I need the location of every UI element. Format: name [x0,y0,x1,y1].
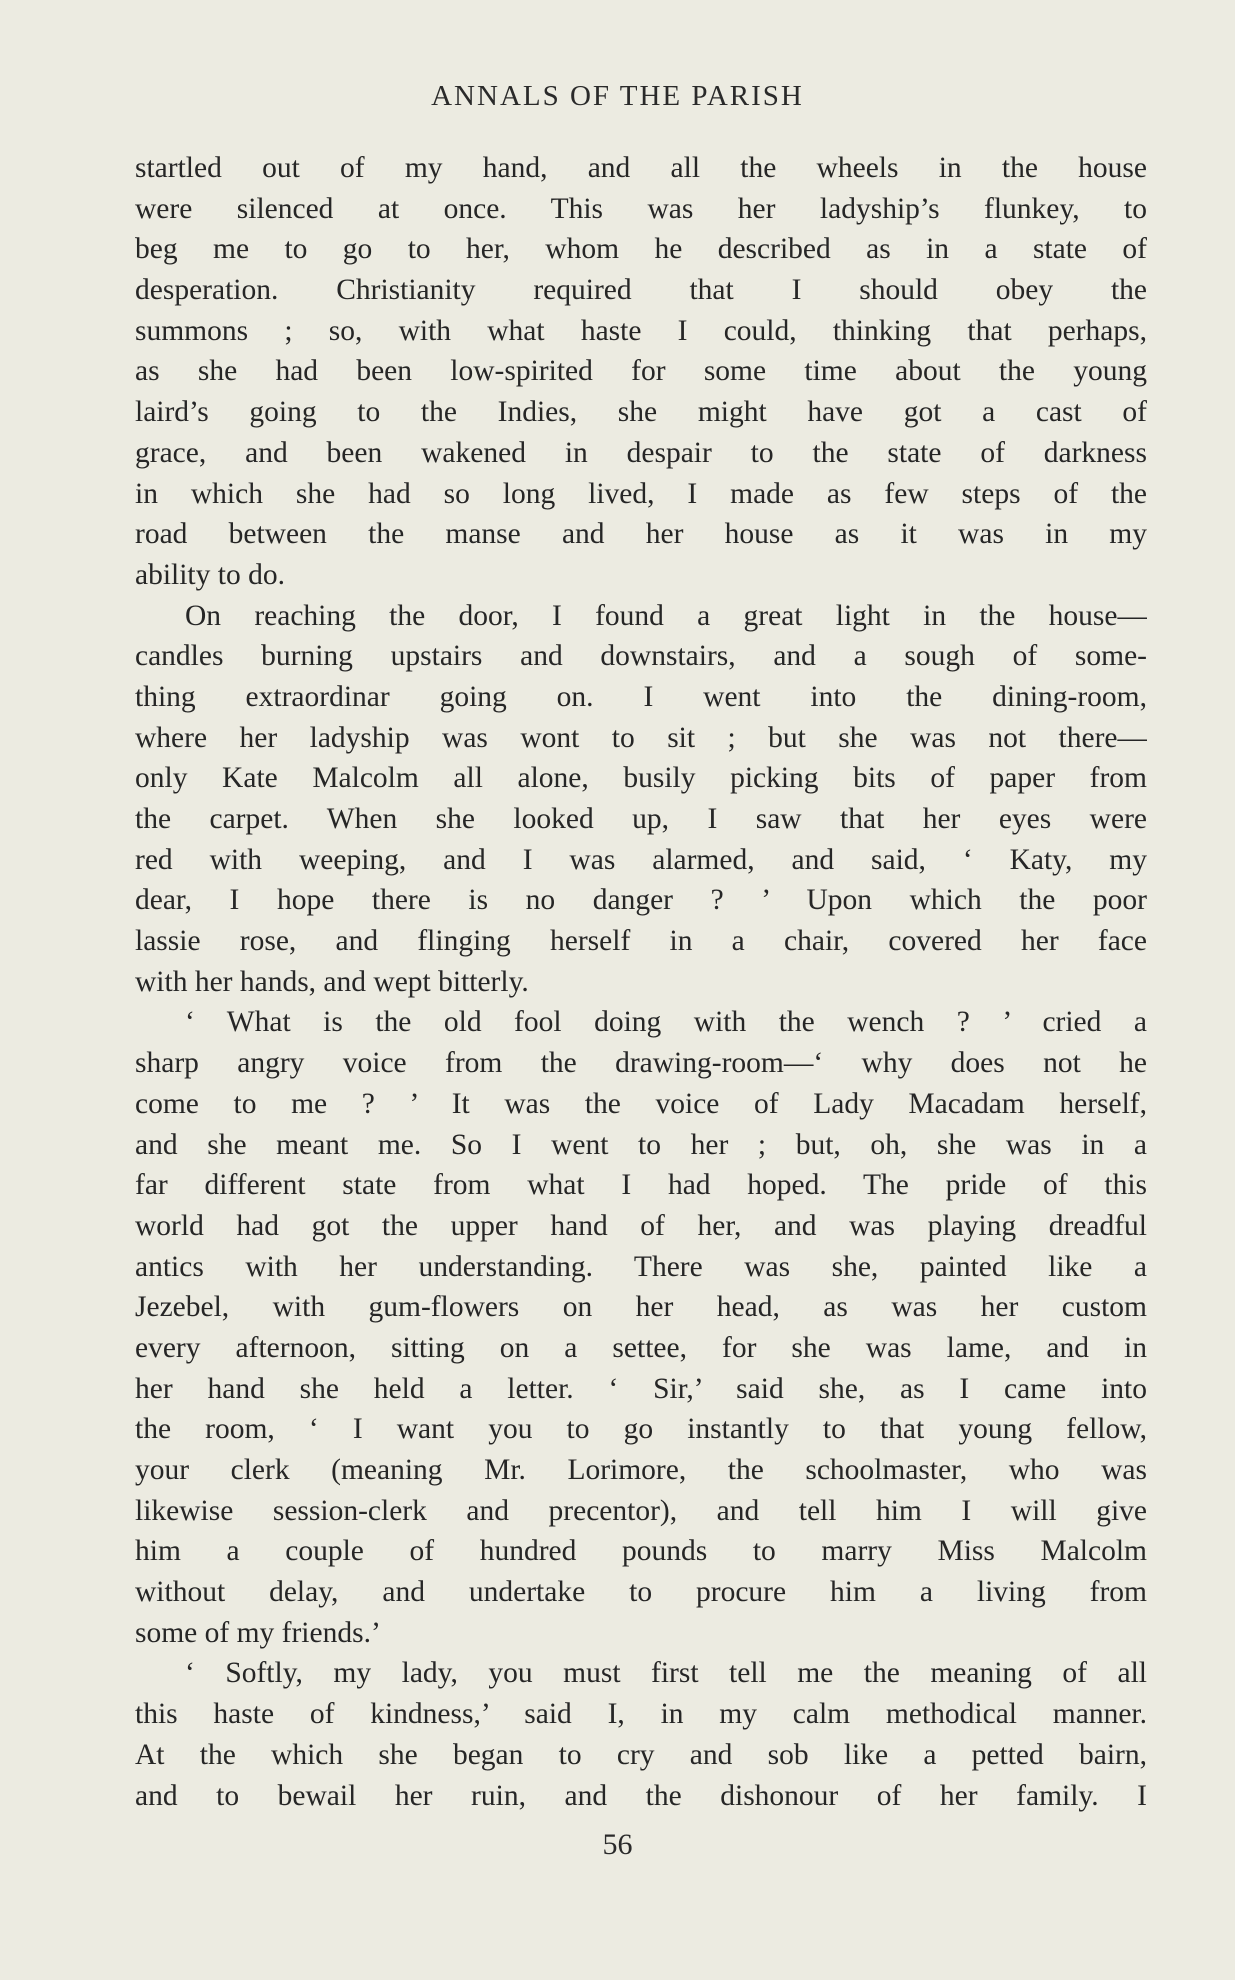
text-line: sharp angry voice from the drawing-room—‘ why does not he [135,1047,1147,1080]
text-line: red with weeping, and I was alarmed, and said, ‘ Katy, my [135,843,1147,876]
text-line: lassie rose, and flinging herself in a chair, covered her face [135,925,1147,958]
text-line: ‘ Softly, my lady, you must first tell me the meaning of all [185,1657,1147,1690]
text-line: some of my friends.’ [135,1616,381,1649]
text-line: as she had been low-spirited for some time about the young [135,355,1147,388]
text-line: only Kate Malcolm all alone, busily picking bits of paper from [135,762,1147,795]
text-line: him a couple of hundred pounds to marry Miss Malcolm [135,1535,1147,1568]
text-line: without delay, and undertake to procure him a living from [135,1576,1147,1609]
text-line: the room, ‘ I want you to go instantly to that young fellow, [135,1413,1147,1446]
text-line: far different state from what I had hoped. The pride of this [135,1169,1147,1202]
text-line: desperation. Christianity required that I should obey the [135,274,1147,307]
text-line: where her ladyship was wont to sit ; but she was not there— [135,721,1147,754]
text-line: grace, and been wakened in despair to the state of darkness [135,436,1147,469]
text-line: your clerk (meaning Mr. Lorimore, the schoolmaster, who was [135,1454,1147,1486]
text-line: likewise session-clerk and precentor), and tell him I will give [135,1494,1147,1527]
text-line: summons ; so, with what haste I could, thinking that perhaps, [135,314,1147,347]
text-line: beg me to go to her, whom he described as in a state of [135,233,1147,266]
text-line: come to me ? ’ It was the voice of Lady Macadam herself, [135,1087,1147,1120]
body-text [135,148,1147,1816]
text-line: ‘ What is the old fool doing with the wench ? ’ cried a [185,1006,1147,1039]
text-line: antics with her understanding. There was she, painted like a [135,1250,1147,1283]
text-line: candles burning upstairs and downstairs, and a sough of some- [135,640,1147,673]
page-number: 56 [602,1828,633,1861]
text-line: laird’s going to the Indies, she might have got a cast of [135,396,1147,429]
text-line: startled out of my hand, and all the wheels in the house [135,152,1147,184]
paragraph [135,596,1147,1003]
paragraph [135,1002,1147,1653]
text-line: with her hands, and wept bitterly. [135,965,529,998]
text-line: were silenced at once. This was her ladyship’s flunkey, to [135,192,1147,225]
text-line: road between the manse and her house as it was in my [135,518,1147,551]
text-line: thing extraordinar going on. I went into the dining-room, [135,680,1147,713]
text-line: and to bewail her ruin, and the dishonour of her family. I [135,1779,1147,1812]
text-line: At the which she began to cry and sob like a petted bairn, [135,1738,1147,1771]
running-head: ANNALS OF THE PARISH [431,80,804,112]
text-line: dear, I hope there is no danger ? ’ Upon which the poor [135,884,1147,917]
text-line: this haste of kindness,’ said I, in my calm methodical manner. [135,1698,1147,1731]
text-line: Jezebel, with gum-flowers on her head, as was her custom [135,1291,1147,1324]
text-line: every afternoon, sitting on a settee, for she was lame, and in [135,1331,1147,1364]
text-line: ability to do. [135,558,285,591]
text-line: world had got the upper hand of her, and was playing dreadful [135,1209,1147,1242]
text-line: On reaching the door, I found a great light in the house— [185,599,1147,632]
text-line: in which she had so long lived, I made as few steps of the [135,477,1147,510]
text-line: her hand she held a letter. ‘ Sir,’ said she, as I came into [135,1372,1147,1405]
text-line: the carpet. When she looked up, I saw that her eyes were [135,803,1147,835]
paragraph [135,1653,1147,1816]
text-line: and she meant me. So I went to her ; but, oh, she was in a [135,1128,1147,1161]
paragraph [135,148,1147,596]
